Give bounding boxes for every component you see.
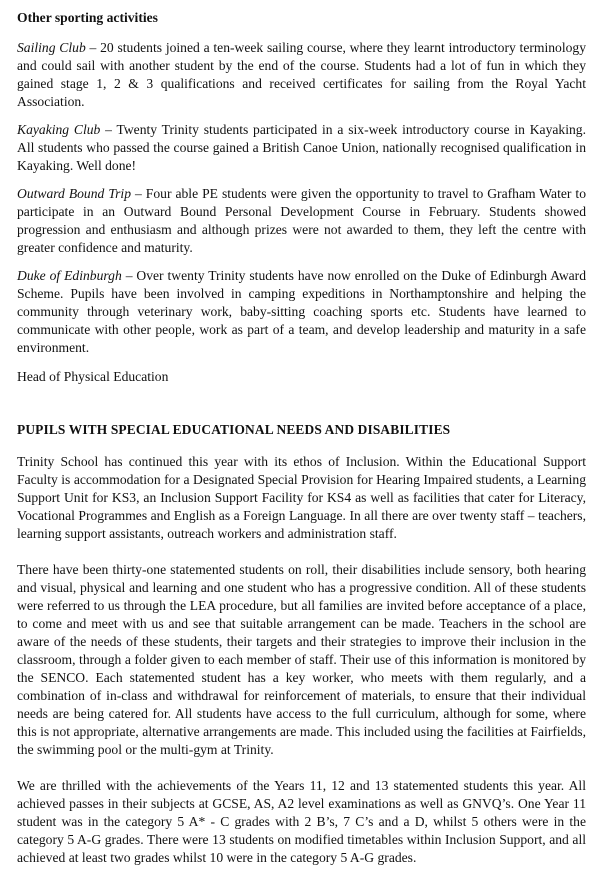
activity-text: – Twenty Trinity students participated in a six-week introductory course in Kayaking. All students who passed the course gained a British Canoe Union, nationally recognised qualification in Kayaking. Well done! <box>17 122 586 173</box>
sporting-activities-heading: Other sporting activities <box>17 10 158 25</box>
activity-paragraph-sailing <box>17 39 586 111</box>
sen-paragraph-inclusion: Trinity School has continued this year with its ethos of Inclusion. Within the Educational Support Faculty is accommodation for a Designated Special Provision for Hearing Impaired students, a Learning Support Unit for KS3, an Inclusion Support Facility for KS4 as well as facilities that cater for Literacy, Vocational Programmes and English as a Foreign Language. In all there are over twenty staff – teachers, learning support assistants, outreach workers and administration staff. <box>17 454 586 541</box>
sen-heading: PUPILS WITH SPECIAL EDUCATIONAL NEEDS AND DISABILITIES <box>17 422 451 437</box>
activity-name: Outward Bound Trip <box>17 186 131 201</box>
activity-paragraph-kayaking <box>17 121 586 175</box>
activity-text: – 20 students joined a ten-week sailing course, where they learnt introductory terminology and could sail with another student by the end of the course. Students had a lot of fun in which they gained stage 1, 2 & 3 qualifications and received certificates for sailing from the Royal Yacht Association. <box>17 40 586 109</box>
activity-name: Duke of Edinburgh <box>17 268 122 283</box>
activity-text: – Over twenty Trinity students have now enrolled on the Duke of Edinburgh Award Scheme. Pupils have been involved in camping expeditions in Northamptonshire and helping the community through veterinary work, baby-sitting coaching sports etc. Students have learned to communicate with other people, work as part of a team, and develop leadership and maturity in a safe environment. <box>17 268 586 355</box>
activity-paragraph-outward-bound <box>17 185 586 257</box>
signoff: Head of Physical Education <box>17 369 169 384</box>
activity-name: Sailing Club <box>17 40 86 55</box>
sen-paragraph-statemented: There have been thirty-one statemented students on roll, their disabilities include sensory, both hearing and visual, physical and learning and one student who has a progressive condition. All of these students were referred to us through the LEA procedure, but all families are invited before acceptance of a place, to come and meet with us and see that suitable arrangement can be made. Teachers in the school are aware of the needs of these students, their targets and their strategies to improve their inclusion in the classroom, through a folder given to each member of staff. Their use of this information is monitored by the SENCO. Each statemented student has a key worker, who meets with them regularly, and a combination of in-class and withdrawal for reinforcement of materials, to ensure that their individual needs are being catered for. All students have access to the full curriculum, although for some, where this is not appropriate, alternative arrangements are made. This included using the facilities at Fairfields, the swimming pool or the multi-gym at Trinity. <box>17 562 586 757</box>
activity-name: Kayaking Club <box>17 122 101 137</box>
activity-paragraph-duke-of-edinburgh <box>17 267 586 357</box>
sen-paragraph-achievements: We are thrilled with the achievements of the Years 11, 12 and 13 statemented students this year. All achieved passes in their subjects at GCSE, AS, A2 level examinations as well as GNVQ’s. One Year 11 student was in the category 5 A* - C grades with 2 B’s, 7 C’s and a D, whilst 5 others were in the category 5 A-G grades. There were 13 students on modified timetables within Inclusion Support, and all achieved at least two grades whilst 10 were in the category 5 A-G grades. <box>17 778 586 865</box>
activity-text: – Four able PE students were given the opportunity to travel to Grafham Water to participate in an Outward Bound Personal Development Course in February. Students showed progression and enthusiasm and although prizes were not awarded to them, they left the centre with greater confidence and maturity. <box>17 186 586 255</box>
